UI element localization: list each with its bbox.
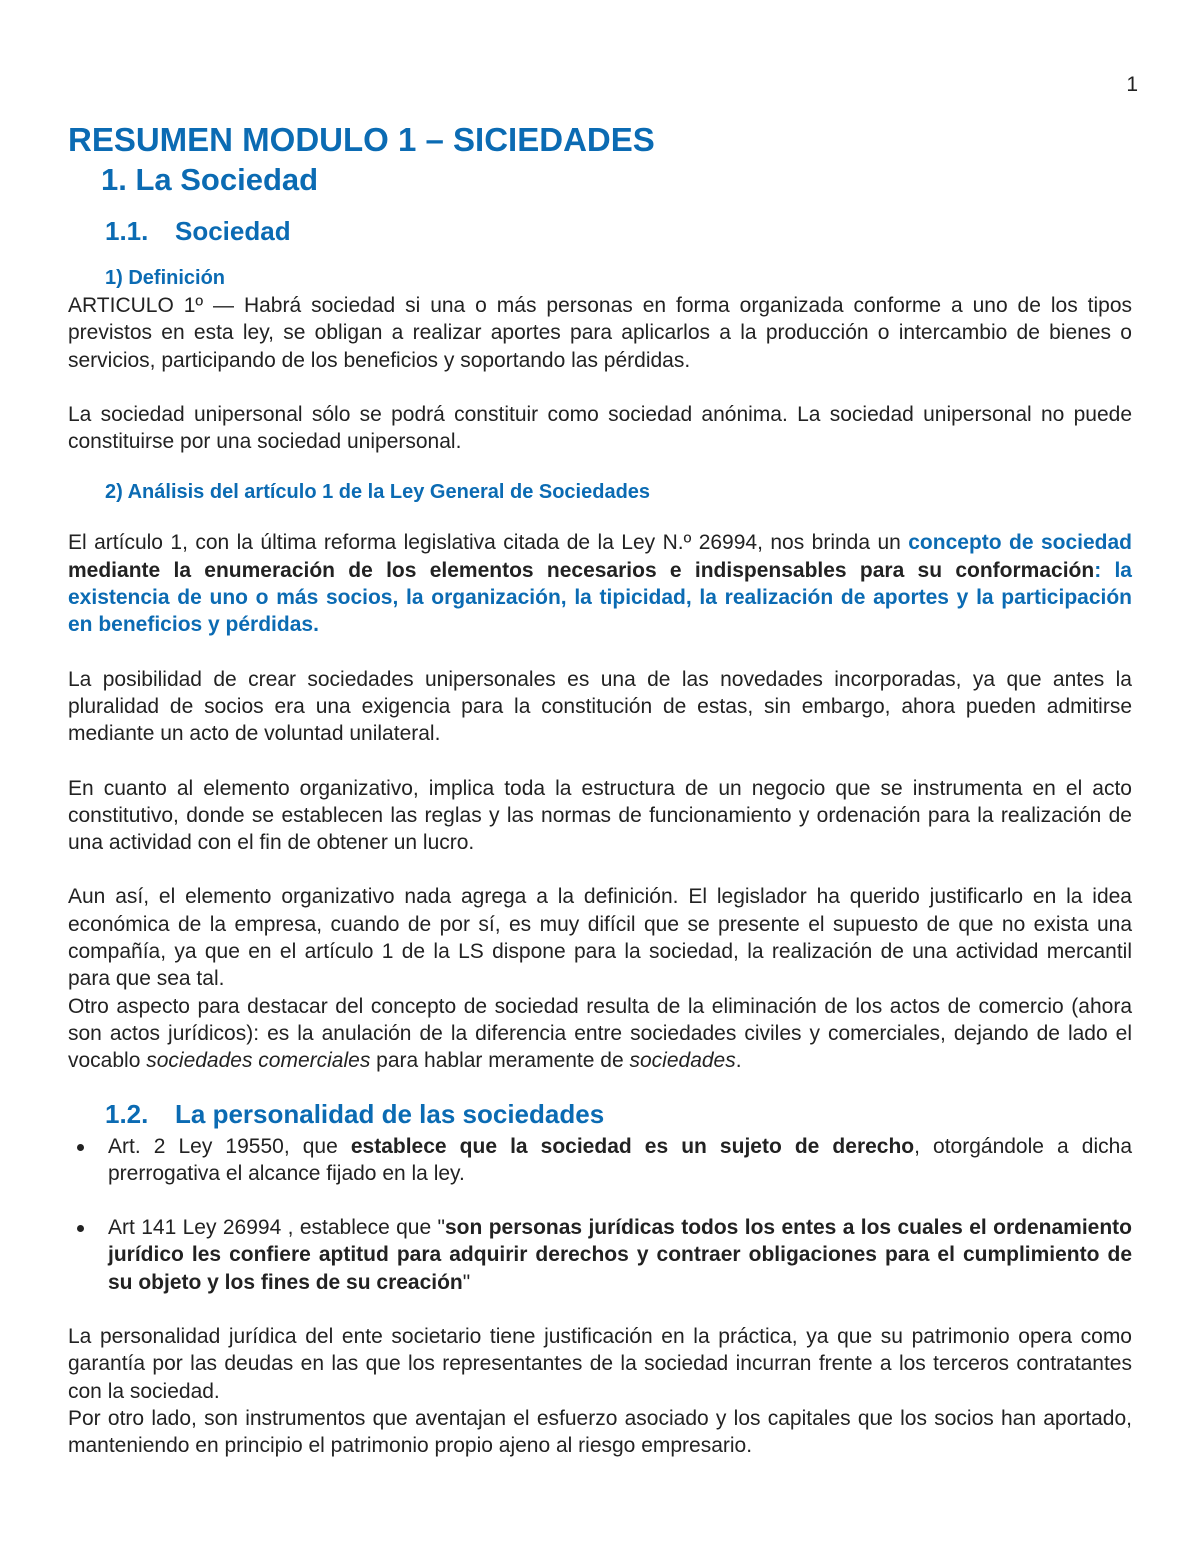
paragraph-pluralidad: La posibilidad de crear sociedades unipersonales es una de las novedades incorporadas, ya que antes la pluralidad de socios era una exigencia para la constitución de estas, sin embargo, ahora pueden admitirse mediante un acto de voluntad unilateral. xyxy=(68,667,1132,746)
document-title: RESUMEN MODULO 1 – SICIEDADES xyxy=(68,121,655,158)
subsection-heading-personalidad xyxy=(105,1097,1132,1131)
subsection-label: La personalidad de las sociedades xyxy=(175,1098,605,1129)
list-item xyxy=(68,1133,1132,1188)
bullet-list xyxy=(68,1133,1132,1296)
paragraph-por-otro-lado: Por otro lado, son instrumentos que aventajan el esfuerzo asociado y los capitales que los socios han aportado, manteniendo en principio el patrimonio propio ajeno al riesgo empresario. xyxy=(68,1406,1132,1458)
heading-analisis: 2) Análisis del artículo 1 de la Ley General de Sociedades xyxy=(105,481,651,504)
paragraph-articulo-1: ARTICULO 1º — Habrá sociedad si una o más personas en forma organizada conforme a uno de los tipos previstos en esta ley, se obligan a realizar aportes para aplicarlos a la producción o intercambio de bienes o servicios, participando de los beneficios y soportando las pérdidas. xyxy=(68,294,1132,372)
paragraph-concepto xyxy=(68,529,1132,638)
paragraph-unipersonal: La sociedad unipersonal sólo se podrá constituir como sociedad anónima. La sociedad unipersonal no puede constituirse por una sociedad unipersonal. xyxy=(68,402,1132,454)
text-run: . xyxy=(735,1049,742,1073)
bold-run: establece que la sociedad es un sujeto de derecho xyxy=(350,1134,915,1158)
heading-definicion: 1) Definición xyxy=(105,267,226,289)
section-heading-la-sociedad: 1. La Sociedad xyxy=(101,162,319,197)
bullet-icon xyxy=(77,1144,84,1151)
bold-run: son personas jurídicas todos los entes a los cuales el ordenamiento jurídico les confiere aptitud para adquirir derechos y contraer obligaciones para el cumplimiento de su objeto y los fines de su creación xyxy=(108,1216,1132,1294)
paragraph-otro-aspecto xyxy=(68,993,1132,1075)
text-run: Art 141 Ley 26994 , establece que " xyxy=(108,1216,445,1240)
list-item xyxy=(68,1214,1132,1296)
document-body xyxy=(68,120,1132,1460)
subsection-number: 1.2. xyxy=(105,1098,149,1129)
text-run: Otro aspecto para destacar del concepto de sociedad resulta de la eliminación de los actos de comercio (ahora son actos jurídicos): es la anulación de la diferencia entre sociedades civiles y comerciales, dejando de lado el vocablo xyxy=(68,994,1132,1073)
paragraph-personalidad-juridica: La personalidad jurídica del ente societario tiene justificación en la práctica, ya que su patrimonio opera como garantía por las deudas en las que los representantes de la sociedad incurran frente a los terceros contratantes con la sociedad. xyxy=(68,1325,1132,1403)
italic-run: sociedades comerciales xyxy=(146,1049,371,1073)
subsection-heading-sociedad xyxy=(105,214,1132,248)
subsection-number: 1.1. xyxy=(105,216,149,246)
text-run: , otorgándole a dicha prerrogativa el alcance fijado en la ley. xyxy=(108,1134,1132,1185)
text-run: Art. 2 Ley 19550, que xyxy=(108,1134,351,1158)
text-run: para hablar meramente de xyxy=(370,1049,630,1073)
highlight-elementos: : la existencia de uno o más socios, la organización, la tipicidad, la realización de aportes y la participación en beneficios y pérdidas. xyxy=(68,558,1132,637)
bullet-icon xyxy=(77,1225,84,1232)
highlight-concepto: concepto de sociedad xyxy=(908,531,1132,555)
page-number: 1 xyxy=(1126,73,1138,96)
paragraph-elemento-organizativo: En cuanto al elemento organizativo, implica toda la estructura de un negocio que se instrumenta en el acto constitutivo, donde se establecen las reglas y las normas de funcionamiento y ordenación para la realización de una actividad con el fin de obtener un lucro. xyxy=(68,776,1132,855)
text-run: " xyxy=(462,1270,471,1294)
bold-run: mediante la enumeración de los elementos necesarios e indispensables para su conformación xyxy=(68,558,1095,582)
paragraph-aun-asi: Aun así, el elemento organizativo nada agrega a la definición. El legislador ha querido justificarlo en la idea económica de la empresa, cuando de por sí, es muy difícil que se presente el supuesto de que no exista una compañía, ya que en el artículo 1 de la LS dispone para la sociedad, la realización de una actividad mercantil para que sea tal. xyxy=(68,885,1132,991)
text-run: El artículo 1, con la última reforma legislativa citada de la Ley N.º 26994, nos brinda un xyxy=(68,531,909,555)
subsection-label: Sociedad xyxy=(175,216,291,246)
italic-run: sociedades xyxy=(629,1049,736,1073)
